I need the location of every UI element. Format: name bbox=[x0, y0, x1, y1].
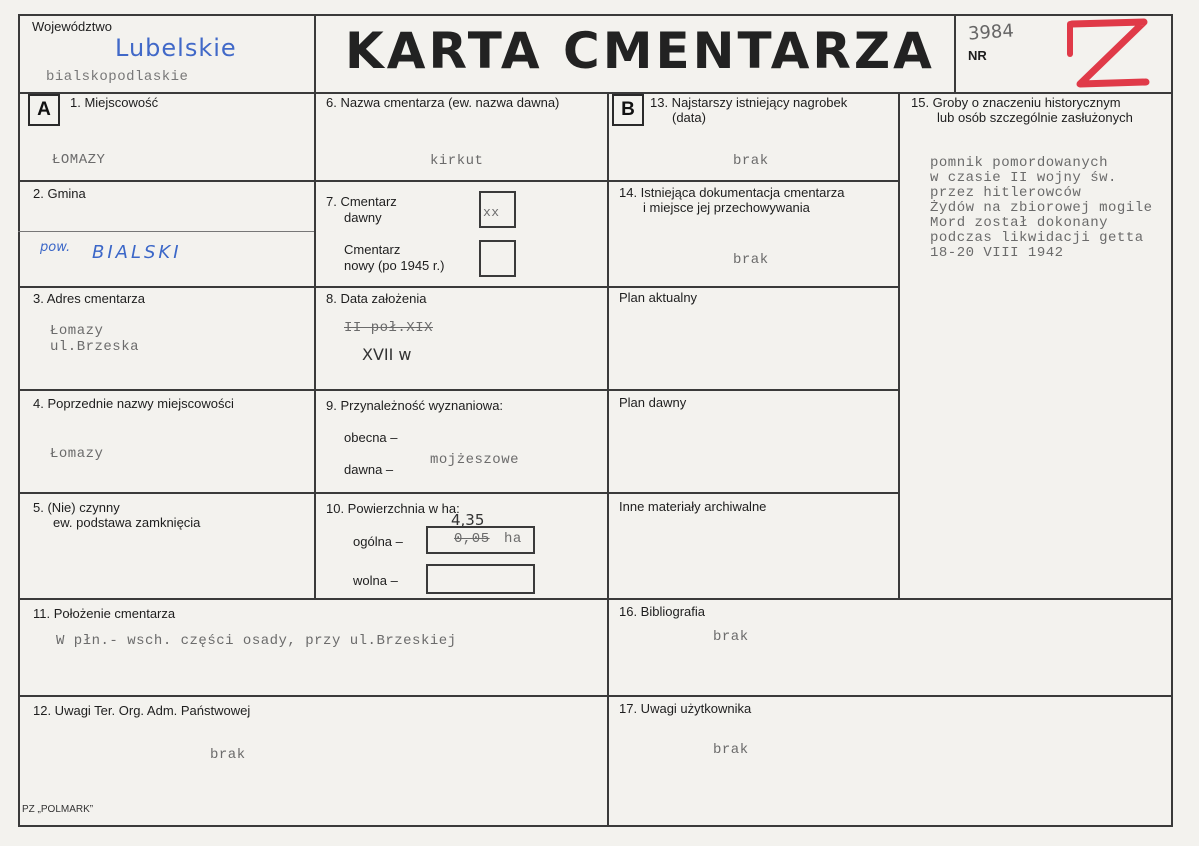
voivodeship-old: bialskopodlaskie bbox=[46, 69, 189, 85]
field-10-total-struck: 0,05 bbox=[454, 531, 490, 547]
field-17-value: brak bbox=[713, 742, 749, 758]
field-11-value: W płn.- wsch. części osady, przy ul.Brzeskiej bbox=[56, 633, 457, 649]
new-cemetery-checkbox[interactable] bbox=[479, 240, 516, 277]
card-title: KARTA CMENTARZA bbox=[345, 22, 935, 80]
free-area-box[interactable] bbox=[426, 564, 535, 594]
row-line-a1 bbox=[18, 180, 314, 182]
field-5-label-2: ew. podstawa zamknięcia bbox=[53, 515, 201, 530]
field-7-label-1: 7. Cmentarz bbox=[326, 194, 397, 209]
col-line-3 bbox=[898, 92, 900, 599]
frame-bottom bbox=[18, 825, 1173, 827]
field-14-label-2: i miejsce jej przechowywania bbox=[643, 200, 810, 215]
field-5-label-1: 5. (Nie) czynny bbox=[33, 500, 120, 515]
field-8-value-struck: II poł.XIX bbox=[344, 320, 434, 336]
field-7b-label-1: Cmentarz bbox=[344, 242, 401, 257]
field-15-line: przez hitlerowców bbox=[930, 185, 1082, 201]
field-7-label-2: dawny bbox=[344, 210, 382, 225]
row-line-b3 bbox=[607, 389, 898, 391]
field-15-line: Żydów na zbiorowej mogile bbox=[930, 200, 1153, 216]
plan-current-label: Plan aktualny bbox=[619, 290, 698, 305]
header-bottom bbox=[18, 92, 1173, 94]
section-b-marker: B bbox=[612, 94, 644, 126]
nr-handwritten: 3984 bbox=[967, 20, 1015, 45]
field-13-label-2: (data) bbox=[672, 110, 706, 125]
row-line-m3 bbox=[314, 389, 607, 391]
field-2-value: BIALSKI bbox=[92, 242, 182, 263]
field-9-current-label: obecna – bbox=[344, 430, 398, 445]
red-z-mark bbox=[1066, 14, 1152, 90]
field-10-free-label: wolna – bbox=[353, 573, 398, 588]
section-a-marker: A bbox=[28, 94, 60, 126]
plan-former-label: Plan dawny bbox=[619, 395, 687, 410]
row-line-m2 bbox=[314, 286, 607, 288]
voivodeship-label: Województwo bbox=[32, 19, 112, 34]
field-1-value: ŁOMAZY bbox=[52, 152, 106, 168]
nr-label: NR bbox=[968, 48, 987, 63]
field-6-label: 6. Nazwa cmentarza (ew. nazwa dawna) bbox=[326, 95, 560, 110]
field-9-former-value: mojżeszowe bbox=[430, 452, 520, 468]
row-line-a2 bbox=[18, 286, 314, 288]
row-line-m1 bbox=[314, 180, 607, 182]
header-divider-1 bbox=[314, 14, 316, 94]
field-11-label: 11. Położenie cmentarza bbox=[33, 606, 176, 621]
field-9-former-label: dawna – bbox=[344, 462, 394, 477]
header-divider-2 bbox=[954, 14, 956, 94]
frame-right bbox=[1171, 14, 1173, 827]
voivodeship-stamp: Lubelskie bbox=[115, 34, 237, 62]
field-3-value-line1: Łomazy bbox=[50, 323, 104, 339]
frame-left bbox=[18, 14, 20, 827]
field-15-label-2: lub osób szczególnie zasłużonych bbox=[937, 110, 1133, 125]
frame-top bbox=[18, 14, 1173, 16]
field-10-total-unit: ha bbox=[504, 531, 522, 547]
gmina-underline bbox=[18, 231, 314, 232]
row-line-bottom-1 bbox=[18, 598, 1173, 600]
field-16-value: brak bbox=[713, 629, 749, 645]
field-8-label: 8. Data założenia bbox=[326, 291, 427, 306]
col-line-2 bbox=[607, 92, 609, 825]
row-line-a4 bbox=[18, 492, 314, 494]
old-cemetery-check-value: xx bbox=[483, 205, 500, 220]
field-12-label: 12. Uwagi Ter. Org. Adm. Państwowej bbox=[33, 703, 251, 718]
total-area-box[interactable] bbox=[426, 526, 535, 554]
printer-imprint: PZ „POLMARK” bbox=[22, 804, 94, 815]
field-12-value: brak bbox=[210, 747, 246, 763]
col-line-1 bbox=[314, 92, 316, 599]
field-10-total-label: ogólna – bbox=[353, 534, 403, 549]
row-line-m4 bbox=[314, 492, 607, 494]
row-line-b4 bbox=[607, 492, 898, 494]
field-3-label: 3. Adres cmentarza bbox=[33, 291, 145, 306]
field-4-value: Łomazy bbox=[50, 446, 104, 462]
field-14-value: brak bbox=[733, 252, 769, 268]
row-line-a3 bbox=[18, 389, 314, 391]
field-15-label-1: 15. Groby o znaczeniu historycznym bbox=[911, 95, 1121, 110]
row-line-b2 bbox=[607, 286, 898, 288]
field-15-value bbox=[930, 156, 1170, 261]
field-2-prefix: pow. bbox=[40, 240, 71, 255]
field-15-line: pomnik pomordowanych bbox=[930, 155, 1109, 171]
row-line-b1 bbox=[607, 180, 898, 182]
field-1-label: 1. Miejscowość bbox=[70, 95, 159, 110]
field-7b-label-2: nowy (po 1945 r.) bbox=[344, 258, 445, 273]
row-line-bottom-2 bbox=[18, 695, 1173, 697]
field-14-label-1: 14. Istniejąca dokumentacja cmentarza bbox=[619, 185, 845, 200]
field-3-value-line2: ul.Brzeska bbox=[50, 339, 140, 355]
field-17-label: 17. Uwagi użytkownika bbox=[619, 701, 752, 716]
field-4-label: 4. Poprzednie nazwy miejscowości bbox=[33, 396, 234, 411]
field-10-label: 10. Powierzchnia w ha: bbox=[326, 501, 460, 516]
field-13-value: brak bbox=[733, 153, 769, 169]
field-8-value-hand: XVII w bbox=[362, 345, 412, 364]
field-9-label: 9. Przynależność wyznaniowa: bbox=[326, 398, 504, 413]
other-archive-label: Inne materiały archiwalne bbox=[619, 499, 767, 514]
field-10-total-hand: 4,35 bbox=[451, 511, 485, 529]
field-13-label-1: 13. Najstarszy istniejący nagrobek bbox=[650, 95, 848, 110]
field-2-label: 2. Gmina bbox=[33, 186, 86, 201]
field-15-line: Mord został dokonany bbox=[930, 215, 1109, 231]
field-15-line: w czasie II wojny św. bbox=[930, 170, 1117, 186]
field-16-label: 16. Bibliografia bbox=[619, 604, 705, 619]
old-cemetery-checkbox[interactable] bbox=[479, 191, 516, 228]
field-15-line: podczas likwidacji getta bbox=[930, 230, 1144, 246]
field-15-line: 18-20 VIII 1942 bbox=[930, 245, 1064, 261]
field-6-value: kirkut bbox=[430, 153, 484, 169]
